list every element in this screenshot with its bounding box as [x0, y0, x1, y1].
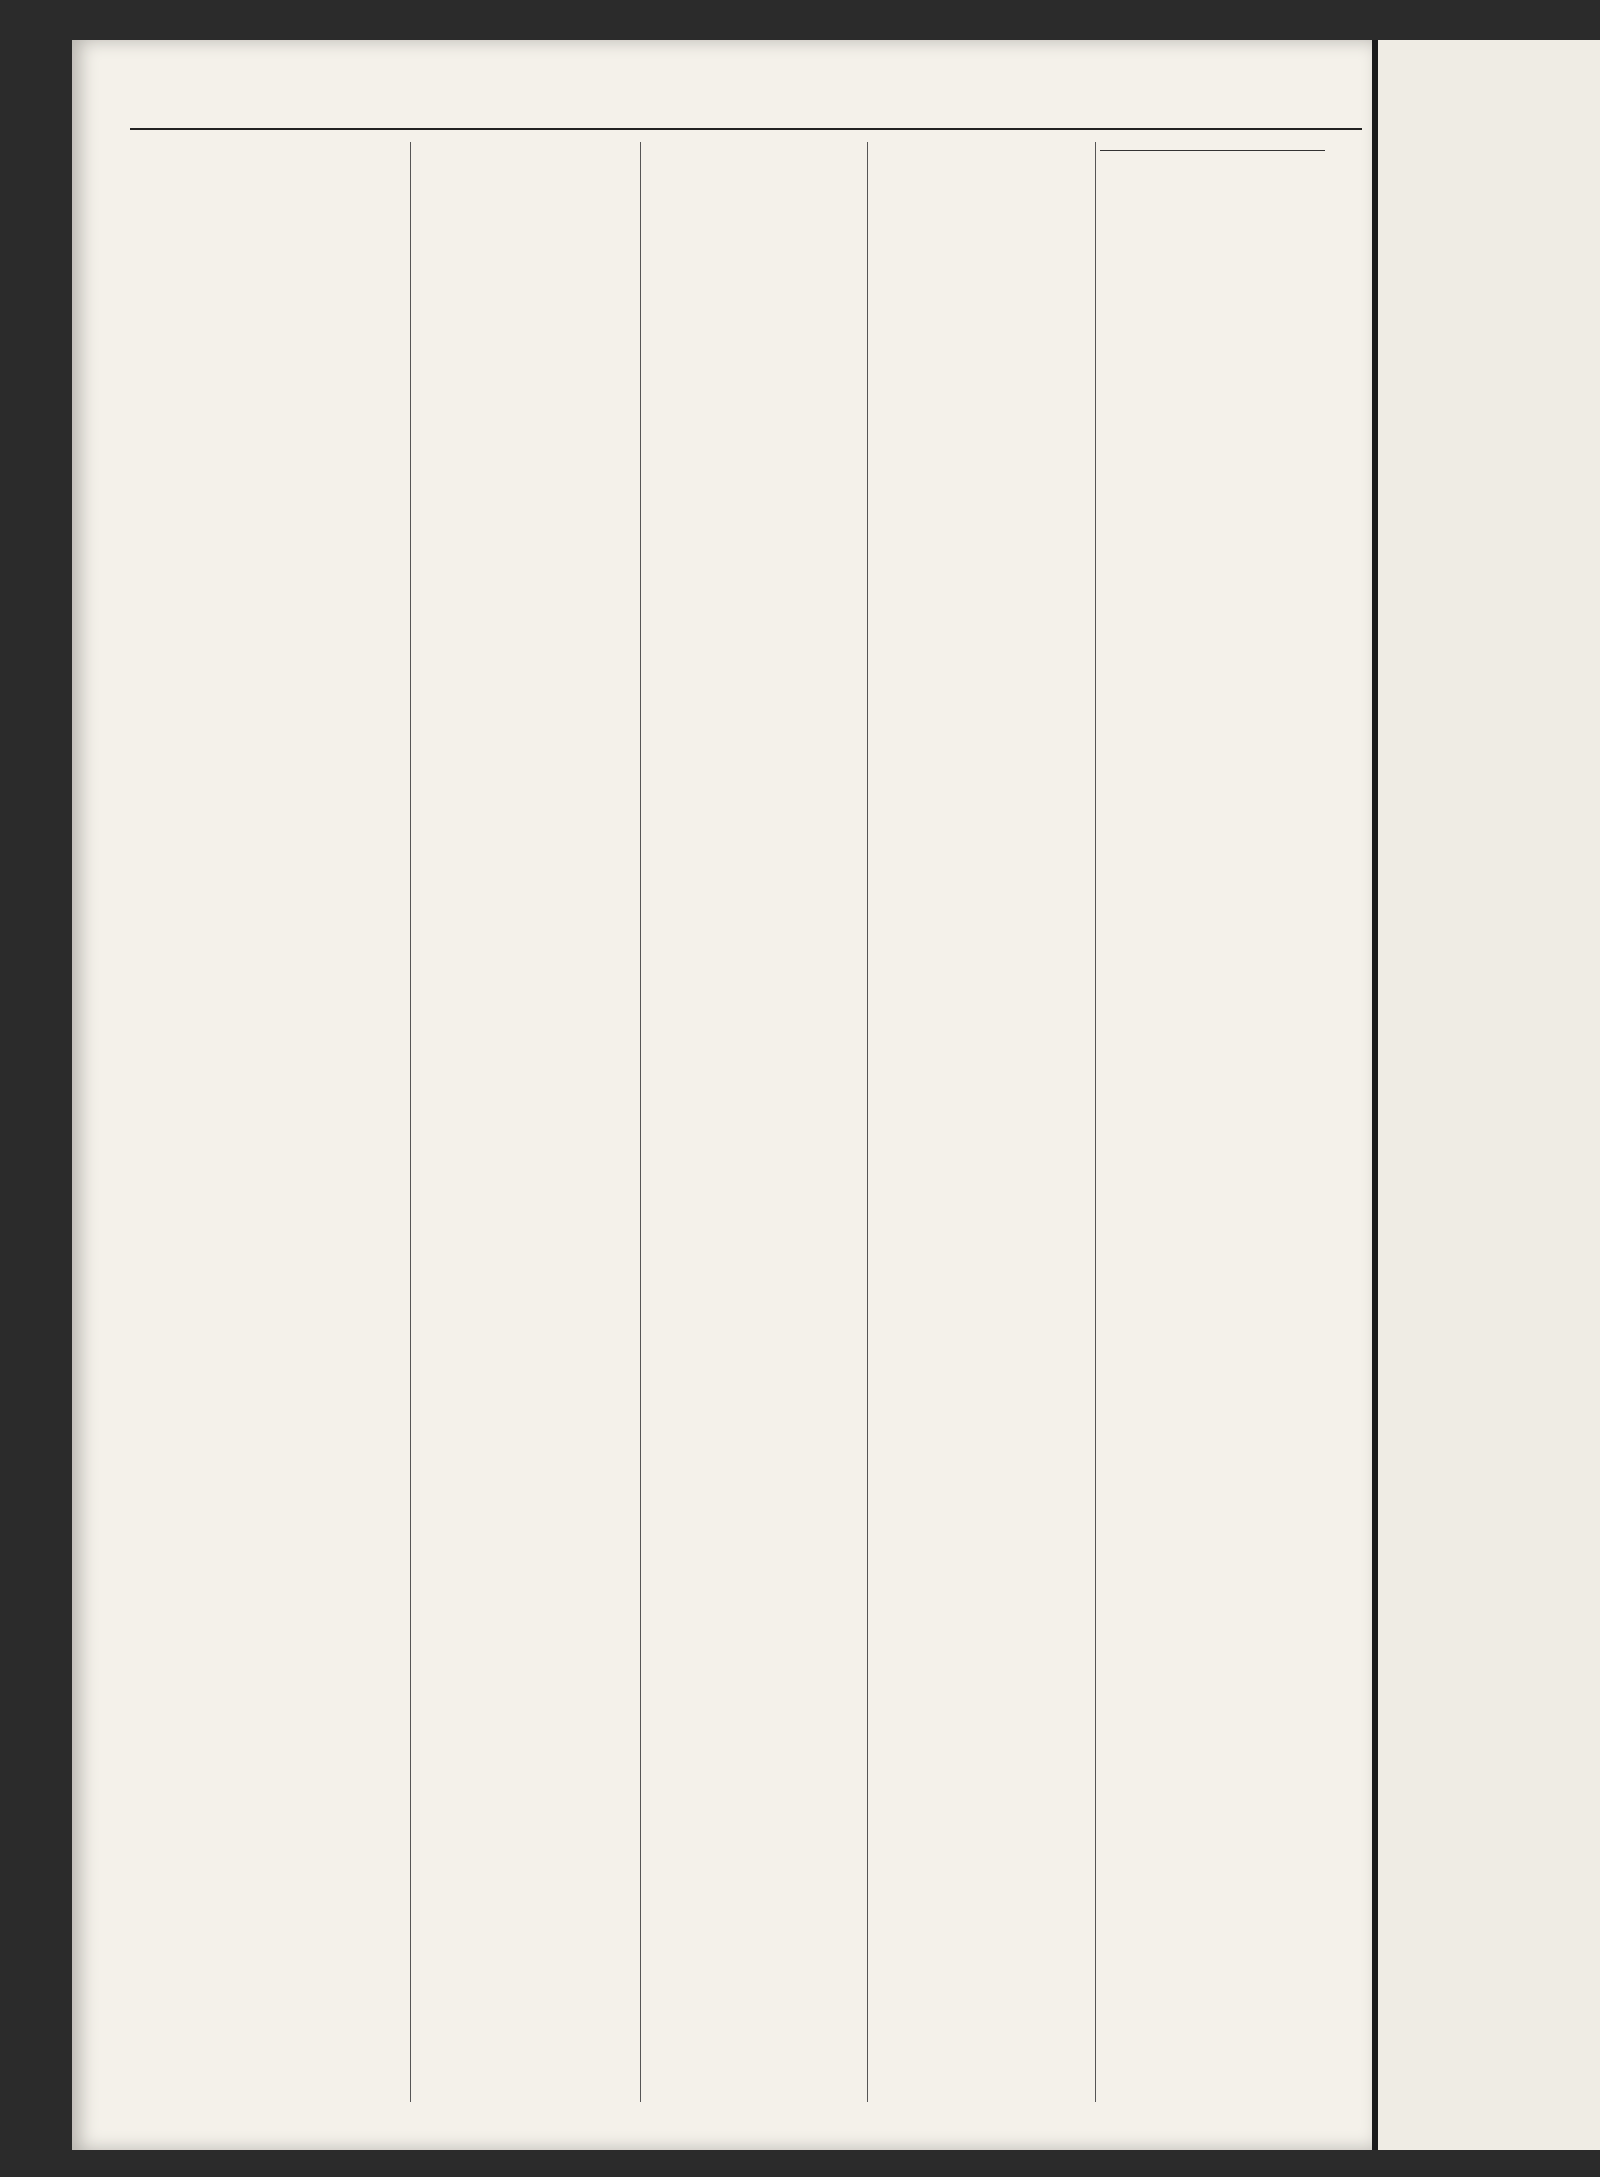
column-divider [410, 142, 411, 2102]
column-divider [640, 142, 641, 2102]
street-map [1100, 165, 1310, 635]
street-section-title [1100, 150, 1325, 159]
column-divider [867, 142, 868, 2102]
header-rule [130, 128, 1362, 130]
directory-column-5 [1100, 142, 1325, 641]
column-divider [1095, 142, 1096, 2102]
right-page-edge [1378, 40, 1600, 2150]
